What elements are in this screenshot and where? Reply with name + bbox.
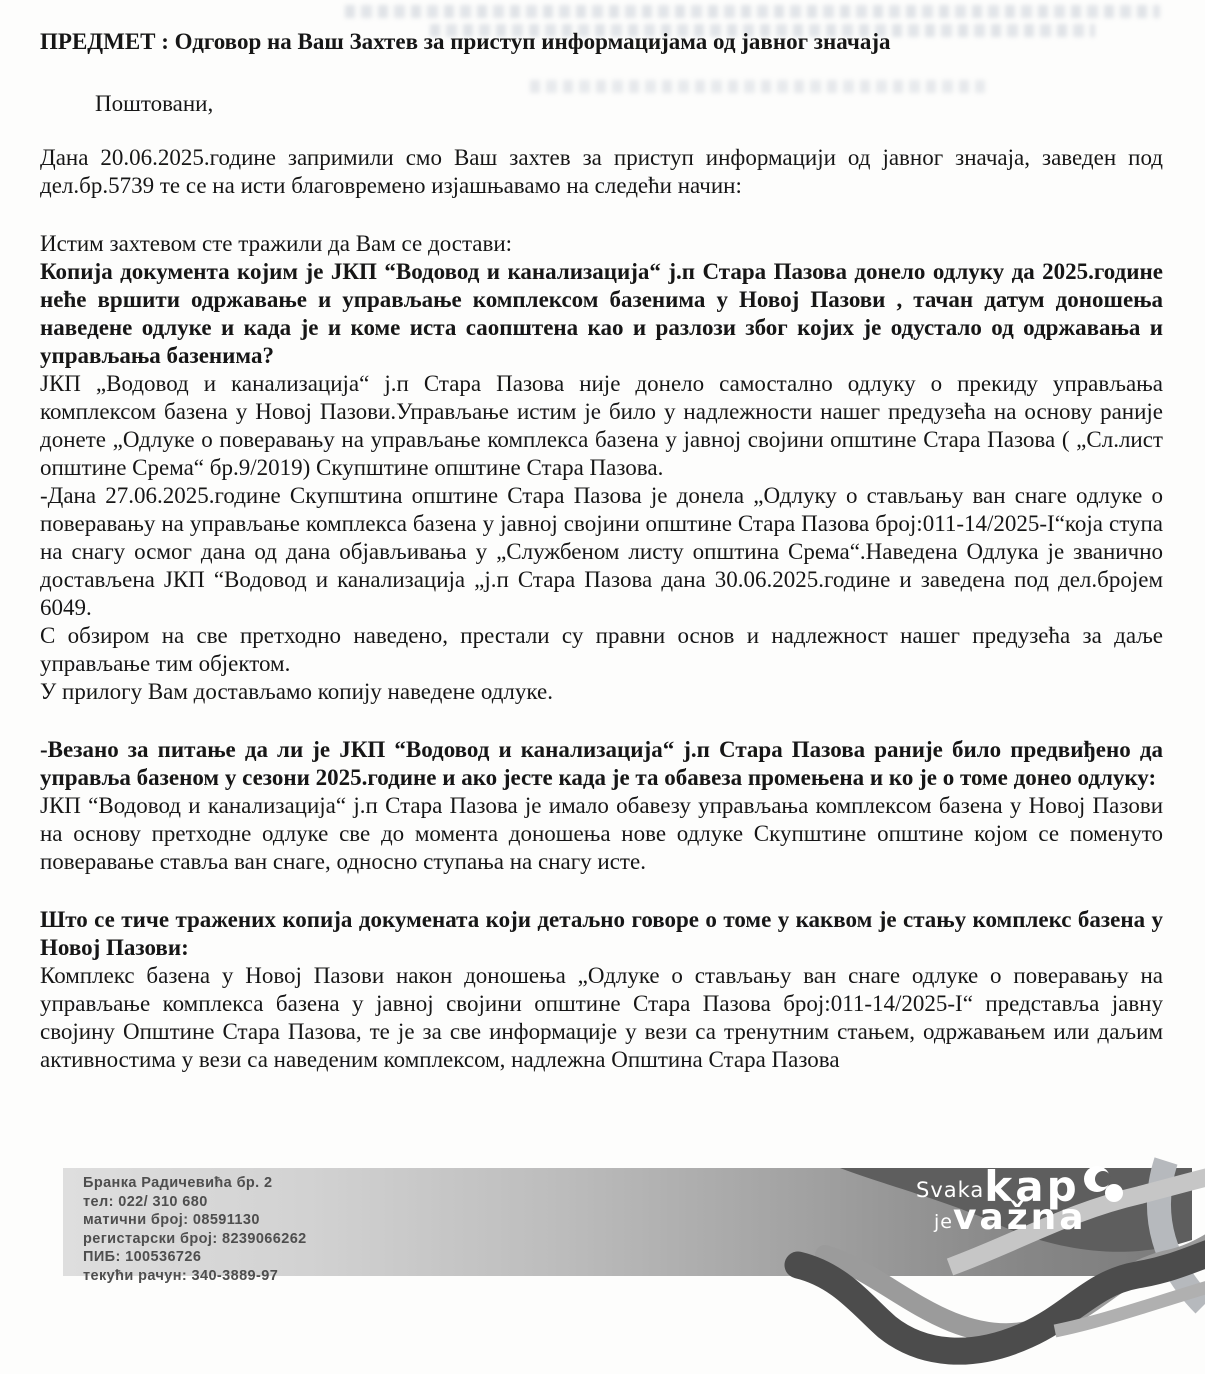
contact-phone: тел: 022/ 310 680 [83,1193,208,1210]
contact-bank-account: текући рачун: 340-3889-97 [83,1267,279,1284]
paragraph-answer-1a: ЈКП „Водовод и канализација“ ј.п Стара Пазова није донело самостално одлуку о прекиду управљања комплексом базена у Новој Пазови.Управљање истим је било у надлежности нашег предузећа на основу раније донете „Одлуке о поверавању на управљање комплекса базена у јавној својини општине Стара Пазова ( „Сл.лист општине Срема“ бр.9/2019) Скупштине општине Стара Пазова. [40,371,1163,480]
paragraph-answer-1b: -Дана 27.06.2025.године Скупштина општине Стара Пазова је донела „Одлуку о стављању ван снаге одлуке о поверавању на управљање комплекса базена у јавној својини општине Стара Пазова број:011-14/2025-I“која ступа на снагу осмог дана од дана објављивања у „Службеном листу општина Срема“.Наведена Одлука је званично достављена ЈКП “Водовод и канализација „ј.п Стара Пазова дана 30.06.2025.године и заведена под дел.бројем 6049. [40,483,1163,620]
letter-body [40,28,1163,1074]
water-drop-icon [1082,1166,1126,1204]
contact-registry-number: регистарски број: 8239066262 [83,1230,307,1247]
paragraph-answer-3: Комплекс базена у Новој Пазови након доношења „Одлуке о стављању ван снаге одлуке о поверавању на управљање комплекса базена у јавној својини општине Стара Пазова број:011-14/2025-I“ представља јавну својину Општине Стара Пазова, те је за све информације у вези са тренутним стањем, одржавањем или даљим активностима у вези са наведеним комплексом, надлежна Општина Стара Пазова [40,963,1163,1072]
company-slogan-logo [916,1162,1126,1238]
paragraph-question-2: -Везано за питање да ли је ЈКП “Водовод и канализација“ ј.п Стара Пазова раније било предвиђено да управља базеном у сезони 2025.године и ако јесте када је та обавеза промењена и ко је о томе донео одлуку: [40,737,1163,790]
logo-word-svaka: Svaka [916,1178,985,1202]
subject-line: ПРЕДМЕТ : Одговор на Ваш Захтев за приступ информацијама од јавног значаја [40,29,891,54]
salutation: Поштовани, [95,91,214,116]
contact-pib: ПИБ: 100536726 [83,1249,202,1266]
paragraph-request-intro: Истим захтевом сте тражили да Вам се достави: [40,231,513,256]
footer-contact-block [83,1174,307,1286]
paragraph-answer-2: ЈКП “Водовод и канализација“ ј.п Стара Пазова је имало обавезу управљања комплексом базена у Новој Пазови на основу претходне одлуке све до момента доношења нове одлуке Скупштине општине којом се поменуто поверавање ставља ван снаге, односно ступања на снагу исте. [40,793,1163,874]
paragraph-question-3: Што се тиче тражених копија докумената који детаљно говоре о томе у каквом је стању комплекс базена у Новој Пазови: [40,907,1163,960]
contact-company-number: матични број: 08591130 [83,1212,260,1229]
logo-word-vazna: važna [952,1197,1087,1238]
logo-word-je: je [934,1211,953,1233]
bleed-through-line [345,5,1160,18]
paragraph-intake: Дана 20.06.2025.године запримили смо Ваш захтев за приступ информацији од јавног значаја, заведен под дел.бр.5739 те се на исти благовремено изјашњавамо на следећи начин: [40,145,1163,198]
logo-word-kap: kap [984,1162,1080,1211]
paragraph-answer-1c: С обзиром на све претходно наведено, престали су правни основ и надлежност нашег предузећа за даље управљање тим објектом. [40,623,1163,676]
contact-address: Бранка Радичевића бр. 2 [83,1175,273,1191]
paragraph-question-1: Копија документа којим је ЈКП “Водовод и канализација“ ј.п Стара Пазова донело одлуку да 2025.године неће вршити одржавање и управљање комплексом базенима у Новој Пазови , тачан датум доношења наведене одлуке и када је и коме иста саопштена као и разлози због којих је одустало од одржавања и управљања базенима? [40,259,1163,368]
paragraph-attachment-note: У прилогу Вам достављамо копију наведене одлуке. [40,679,553,704]
